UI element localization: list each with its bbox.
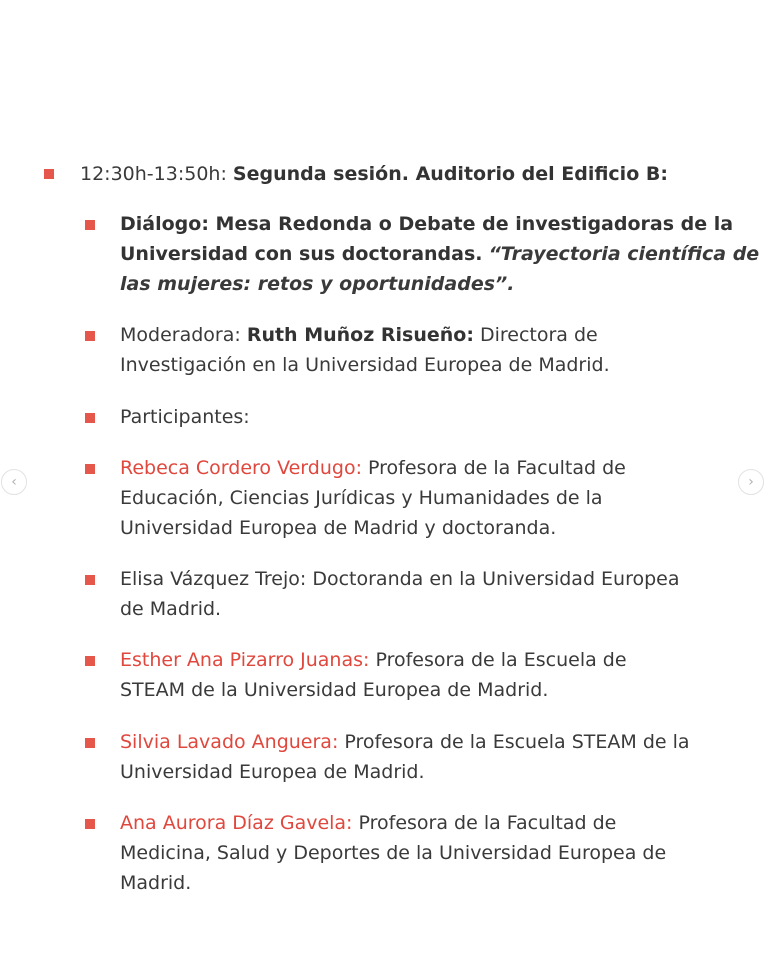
participant-line xyxy=(120,453,626,483)
participant-desc: Educación, Ciencias Jurídicas y Humanidades de la xyxy=(120,487,603,509)
dialogue-line2-bold: Universidad con sus doctorandas. xyxy=(120,243,483,265)
participant-name: Rebeca Cordero Verdugo: xyxy=(120,457,362,479)
participant-line xyxy=(120,483,603,513)
bullet-icon xyxy=(85,464,95,474)
participant-desc: Doctoranda en la Universidad Europea xyxy=(312,568,680,590)
bullet-icon xyxy=(85,656,95,666)
participant-name: Esther Ana Pizarro Juanas: xyxy=(120,649,370,671)
chevron-left-icon: ‹ xyxy=(11,474,17,490)
participant-desc: Profesora de la Facultad de xyxy=(358,812,617,834)
dialogue-line2-italic: “Trayectoria científica de xyxy=(488,243,760,265)
moderator-line-2 xyxy=(120,350,610,380)
participant-line xyxy=(120,868,191,898)
participant-line xyxy=(120,757,425,787)
bullet-icon xyxy=(85,819,95,829)
participant-desc: Madrid. xyxy=(120,872,192,894)
bullet-icon xyxy=(85,738,95,748)
participant-desc: STEAM de la Universidad Europea de Madrid. xyxy=(120,679,549,701)
moderator-name: Ruth Muñoz Risueño: xyxy=(246,324,474,346)
participant-line xyxy=(120,838,666,868)
moderator-role-1: Directora de xyxy=(479,324,598,346)
participant-name: Elisa Vázquez Trejo: xyxy=(120,568,307,590)
dialogue-line-1 xyxy=(120,209,733,239)
bullet-icon xyxy=(85,575,95,585)
dialogue-label: Diálogo: Mesa Redonda o Debate de investigadoras de la xyxy=(120,213,734,235)
dialogue-line-3 xyxy=(120,269,514,299)
participant-desc: Profesora de la Facultad de xyxy=(368,457,626,479)
session-time: 12:30h-13:50h: xyxy=(80,163,227,185)
dialogue-line3-italic: las mujeres: retos y oportunidades”. xyxy=(120,273,515,295)
carousel-next-button[interactable] xyxy=(738,469,764,495)
participant-line xyxy=(120,564,680,594)
participant-desc: Medicina, Salud y Deportes de la Universidad Europea de xyxy=(120,842,667,864)
session-line xyxy=(80,159,668,189)
participants-label: Participantes: xyxy=(120,406,250,428)
moderator-line-1 xyxy=(120,320,598,350)
moderator-label: Moderadora: xyxy=(120,324,241,346)
moderator-role-2: Investigación en la Universidad Europea de Madrid. xyxy=(120,354,610,376)
participant-desc: Universidad Europea de Madrid y doctoranda. xyxy=(120,517,557,539)
bullet-icon xyxy=(85,331,95,341)
bullet-icon xyxy=(85,413,95,423)
participant-line xyxy=(120,727,690,757)
session-title: Segunda sesión. Auditorio del Edificio B: xyxy=(232,163,668,185)
participant-line xyxy=(120,645,627,675)
bullet-icon xyxy=(44,169,54,179)
participant-line xyxy=(120,513,556,543)
chevron-right-icon: › xyxy=(748,474,754,490)
participant-desc: Profesora de la Escuela STEAM de la xyxy=(344,731,690,753)
bullet-icon xyxy=(85,220,95,230)
participant-name: Silvia Lavado Anguera: xyxy=(120,731,339,753)
participant-line xyxy=(120,675,548,705)
carousel-prev-button[interactable] xyxy=(1,469,27,495)
participant-desc: Universidad Europea de Madrid. xyxy=(120,761,425,783)
participant-name: Ana Aurora Díaz Gavela: xyxy=(120,812,353,834)
participant-line xyxy=(120,594,221,624)
participant-desc: Profesora de la Escuela de xyxy=(375,649,627,671)
participant-desc: de Madrid. xyxy=(120,598,222,620)
participant-line xyxy=(120,808,616,838)
dialogue-line-2 xyxy=(120,239,759,269)
